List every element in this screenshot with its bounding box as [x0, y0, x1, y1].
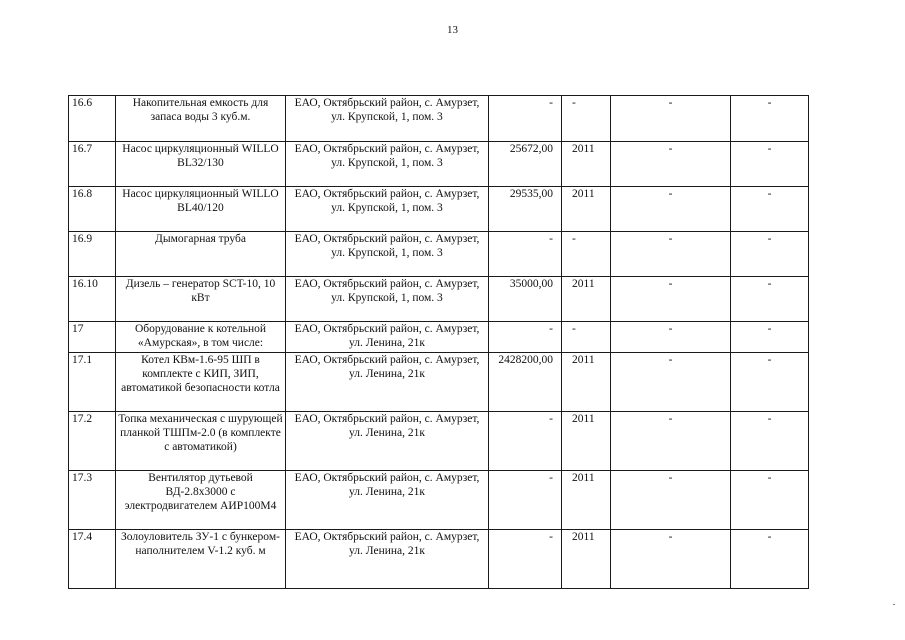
item-year: 2011 [562, 530, 611, 589]
item-name: Дымогарная труба [116, 232, 286, 277]
item-year: 2011 [562, 277, 611, 322]
item-cost: 2428200,00 [489, 353, 562, 412]
item-col7: - [731, 322, 809, 353]
item-cost: 25672,00 [489, 142, 562, 187]
item-cost: - [489, 96, 562, 142]
scan-speck [893, 604, 895, 605]
item-col6: - [611, 471, 731, 530]
row-number: 16.7 [69, 142, 116, 187]
item-col6: - [611, 187, 731, 232]
table-row [69, 322, 809, 353]
row-number: 17.2 [69, 412, 116, 471]
item-year: - [562, 322, 611, 353]
item-col7: - [731, 412, 809, 471]
item-col6: - [611, 232, 731, 277]
row-number: 16.8 [69, 187, 116, 232]
item-cost: - [489, 412, 562, 471]
item-name: Оборудование к котельной «Амурская», в том числе: [116, 322, 286, 353]
row-number: 17.4 [69, 530, 116, 589]
item-address: ЕАО, Октябрьский район, с. Амурзет, ул. Ленина, 21к [286, 412, 489, 471]
item-address: ЕАО, Октябрьский район, с. Амурзет, ул. Крупской, 1, пом. 3 [286, 187, 489, 232]
table-row [69, 96, 809, 142]
table-row [69, 530, 809, 589]
item-col7: - [731, 471, 809, 530]
item-name: Вентилятор дутьевой ВД-2.8х3000 с электродвигателем АИР100М4 [116, 471, 286, 530]
table-row [69, 187, 809, 232]
table-row [69, 471, 809, 530]
item-address: ЕАО, Октябрьский район, с. Амурзет, ул. Крупской, 1, пом. 3 [286, 96, 489, 142]
item-name: Накопительная емкость для запаса воды 3 куб.м. [116, 96, 286, 142]
item-year: 2011 [562, 142, 611, 187]
item-name: Дизель – генератор SCT-10, 10 кВт [116, 277, 286, 322]
item-col6: - [611, 142, 731, 187]
table-row [69, 353, 809, 412]
item-address: ЕАО, Октябрьский район, с. Амурзет, ул. Крупской, 1, пом. 3 [286, 277, 489, 322]
item-col6: - [611, 96, 731, 142]
item-col7: - [731, 353, 809, 412]
item-year: - [562, 232, 611, 277]
item-name: Насос циркуляционный WILLO BL40/120 [116, 187, 286, 232]
item-col6: - [611, 353, 731, 412]
item-col7: - [731, 142, 809, 187]
item-col7: - [731, 232, 809, 277]
item-address: ЕАО, Октябрьский район, с. Амурзет, ул. Ленина, 21к [286, 353, 489, 412]
item-address: ЕАО, Октябрьский район, с. Амурзет, ул. Ленина, 21к [286, 471, 489, 530]
row-number: 16.9 [69, 232, 116, 277]
item-year: 2011 [562, 187, 611, 232]
item-cost: - [489, 530, 562, 589]
item-col7: - [731, 530, 809, 589]
item-cost: 29535,00 [489, 187, 562, 232]
item-address: ЕАО, Октябрьский район, с. Амурзет, ул. Ленина, 21к [286, 322, 489, 353]
item-name: Золоуловитель ЗУ-1 с бункером-наполнителем V-1.2 куб. м [116, 530, 286, 589]
item-cost: - [489, 322, 562, 353]
row-number: 17 [69, 322, 116, 353]
row-number: 16.6 [69, 96, 116, 142]
item-name: Насос циркуляционный WILLO BL32/130 [116, 142, 286, 187]
item-year: - [562, 96, 611, 142]
table-row [69, 232, 809, 277]
item-year: 2011 [562, 353, 611, 412]
item-name: Топка механическая с шурующей планкой ТШПм-2.0 (в комплекте с автоматикой) [116, 412, 286, 471]
item-cost: - [489, 471, 562, 530]
table-row [69, 142, 809, 187]
item-name: Котел КВм-1.6-95 ШП в комплекте с КИП, ЗИП, автоматикой безопасности котла [116, 353, 286, 412]
item-col6: - [611, 530, 731, 589]
item-cost: 35000,00 [489, 277, 562, 322]
item-col7: - [731, 96, 809, 142]
item-col6: - [611, 412, 731, 471]
item-col7: - [731, 277, 809, 322]
item-year: 2011 [562, 471, 611, 530]
item-col6: - [611, 277, 731, 322]
item-cost: - [489, 232, 562, 277]
item-address: ЕАО, Октябрьский район, с. Амурзет, ул. Крупской, 1, пом. 3 [286, 142, 489, 187]
item-col7: - [731, 187, 809, 232]
row-number: 17.1 [69, 353, 116, 412]
equipment-table [68, 95, 809, 589]
table-row [69, 277, 809, 322]
row-number: 17.3 [69, 471, 116, 530]
item-col6: - [611, 322, 731, 353]
page-number: 13 [447, 24, 458, 36]
table-row [69, 412, 809, 471]
item-address: ЕАО, Октябрьский район, с. Амурзет, ул. Ленина, 21к [286, 530, 489, 589]
item-year: 2011 [562, 412, 611, 471]
row-number: 16.10 [69, 277, 116, 322]
item-address: ЕАО, Октябрьский район, с. Амурзет, ул. Крупской, 1, пом. 3 [286, 232, 489, 277]
